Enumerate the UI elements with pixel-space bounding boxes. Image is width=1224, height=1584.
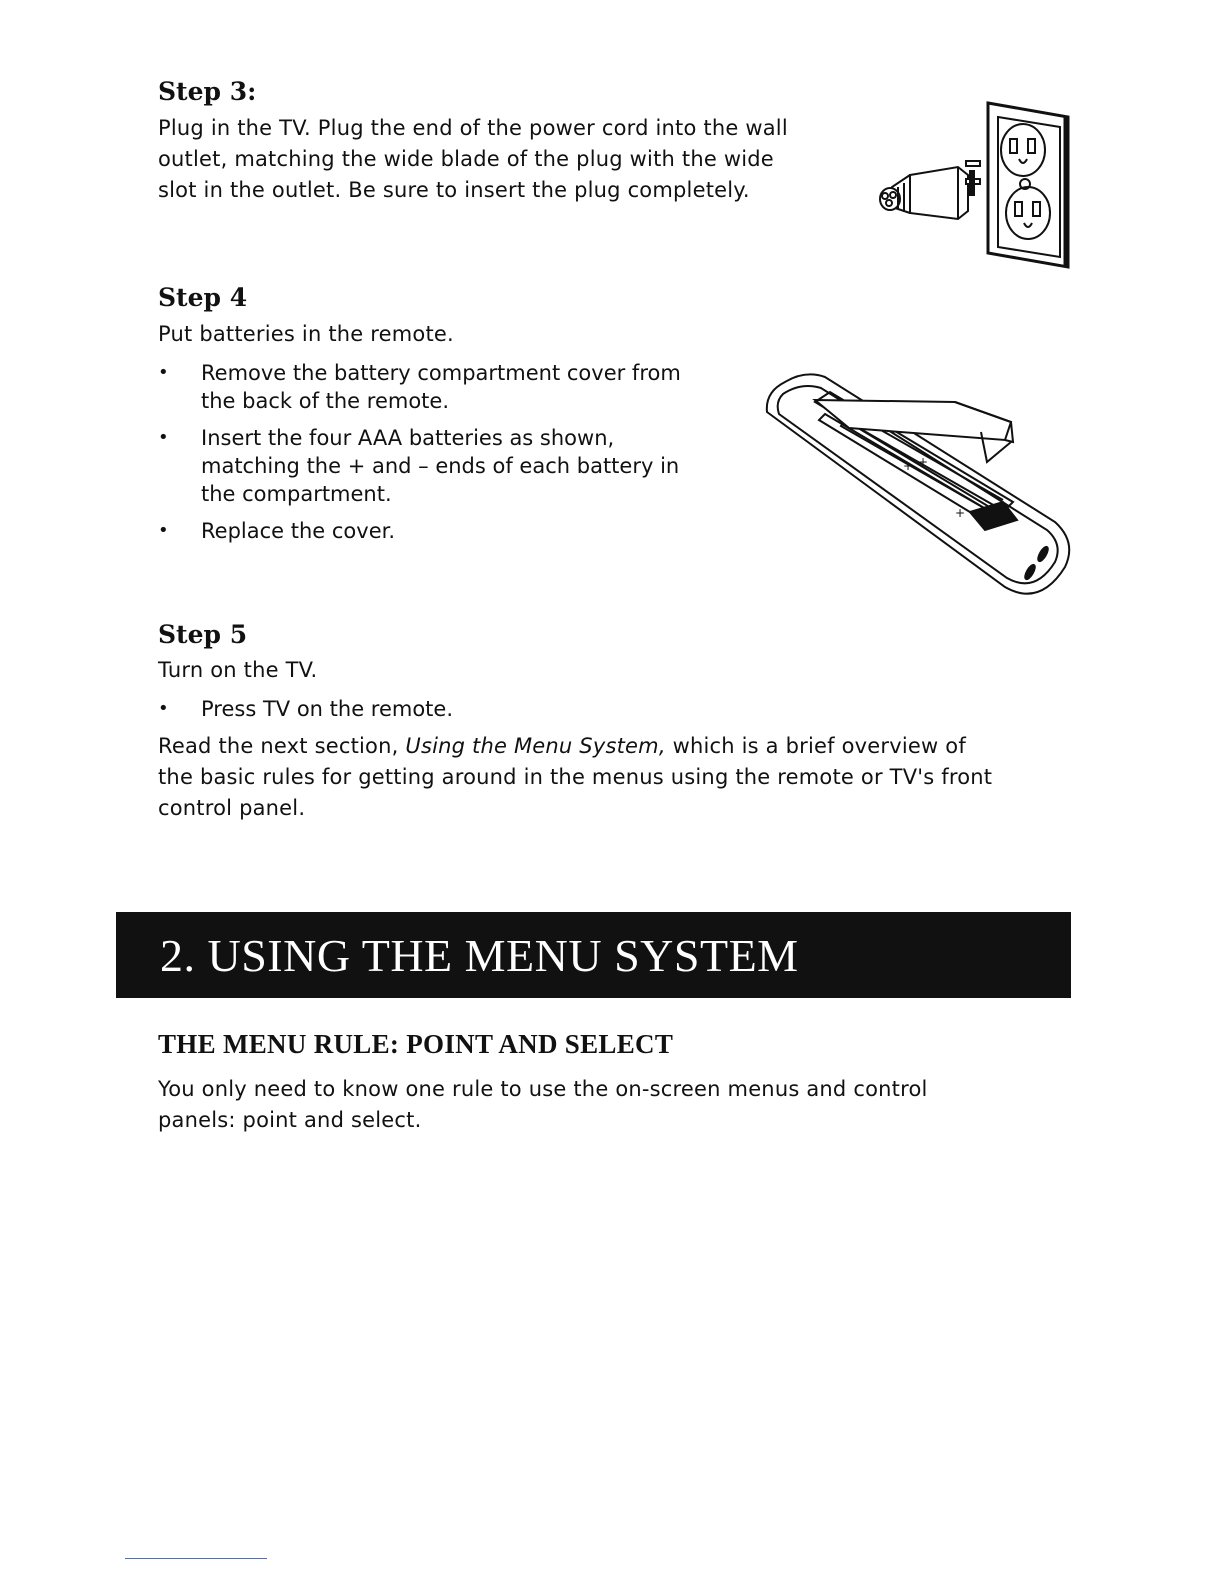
step5-read-line-1 (158, 731, 992, 762)
list-item (158, 695, 453, 723)
step4-intro: Put batteries in the remote. (158, 322, 454, 346)
bullet-icon: • (158, 427, 169, 448)
read-italic-title: Using the Menu System, (405, 734, 666, 758)
list-item (158, 359, 681, 415)
section-title-bar (116, 912, 1071, 998)
step4-heading: Step 4 (158, 283, 248, 312)
read-pre: Read the next section, (158, 734, 406, 758)
bullet-2-line-3: the compartment. (201, 482, 392, 506)
footnote-rule (125, 1558, 267, 1559)
step5-read-paragraph (158, 731, 992, 824)
step5-intro: Turn on the TV. (158, 658, 318, 682)
remote-battery-illustration (755, 362, 1080, 607)
step5-read-line-3: control panel. (158, 796, 306, 820)
section-subheading: THE MENU RULE: POINT AND SELECT (158, 1029, 674, 1059)
step5-bullet-list (158, 695, 453, 732)
bullet-1-line-1: Remove the battery compartment cover from (201, 361, 681, 385)
bullet-2-line-2: matching the + and – ends of each battery in (201, 454, 680, 478)
svg-text:+: + (903, 459, 914, 473)
step5-read-line-2: the basic rules for getting around in the menus using the remote or TV's front (158, 765, 993, 789)
step4-bullet-list (158, 359, 681, 554)
svg-text:+: + (918, 455, 929, 469)
outlet-plug-illustration (870, 95, 1075, 275)
bullet-3-line-1: Replace the cover. (201, 519, 396, 543)
step5-bullet-text: Press TV on the remote. (201, 697, 454, 721)
list-item (158, 517, 681, 545)
section-body (158, 1074, 928, 1136)
bullet-icon: • (158, 362, 169, 383)
step3-line-1: Plug in the TV. Plug the end of the power cord into the wall (158, 116, 788, 140)
step3-line-3: slot in the outlet. Be sure to insert the plug completely. (158, 178, 750, 202)
section-body-line-2: panels: point and select. (158, 1108, 422, 1132)
step3-heading: Step 3: (158, 77, 257, 106)
svg-text:+: + (955, 506, 966, 520)
section-title: 2. USING THE MENU SYSTEM (160, 929, 799, 981)
section-body-line-1: You only need to know one rule to use the on-screen menus and control (158, 1077, 928, 1101)
step3-text (158, 113, 788, 206)
bullet-1-line-2: the back of the remote. (201, 389, 450, 413)
read-post: which is a brief overview of (665, 734, 966, 758)
list-item (158, 424, 681, 508)
step5-heading: Step 5 (158, 620, 248, 649)
bullet-icon: • (158, 698, 169, 719)
bullet-2-line-1: Insert the four AAA batteries as shown, (201, 426, 615, 450)
bullet-icon: • (158, 520, 169, 541)
step3-line-2: outlet, matching the wide blade of the plug with the wide (158, 147, 774, 171)
